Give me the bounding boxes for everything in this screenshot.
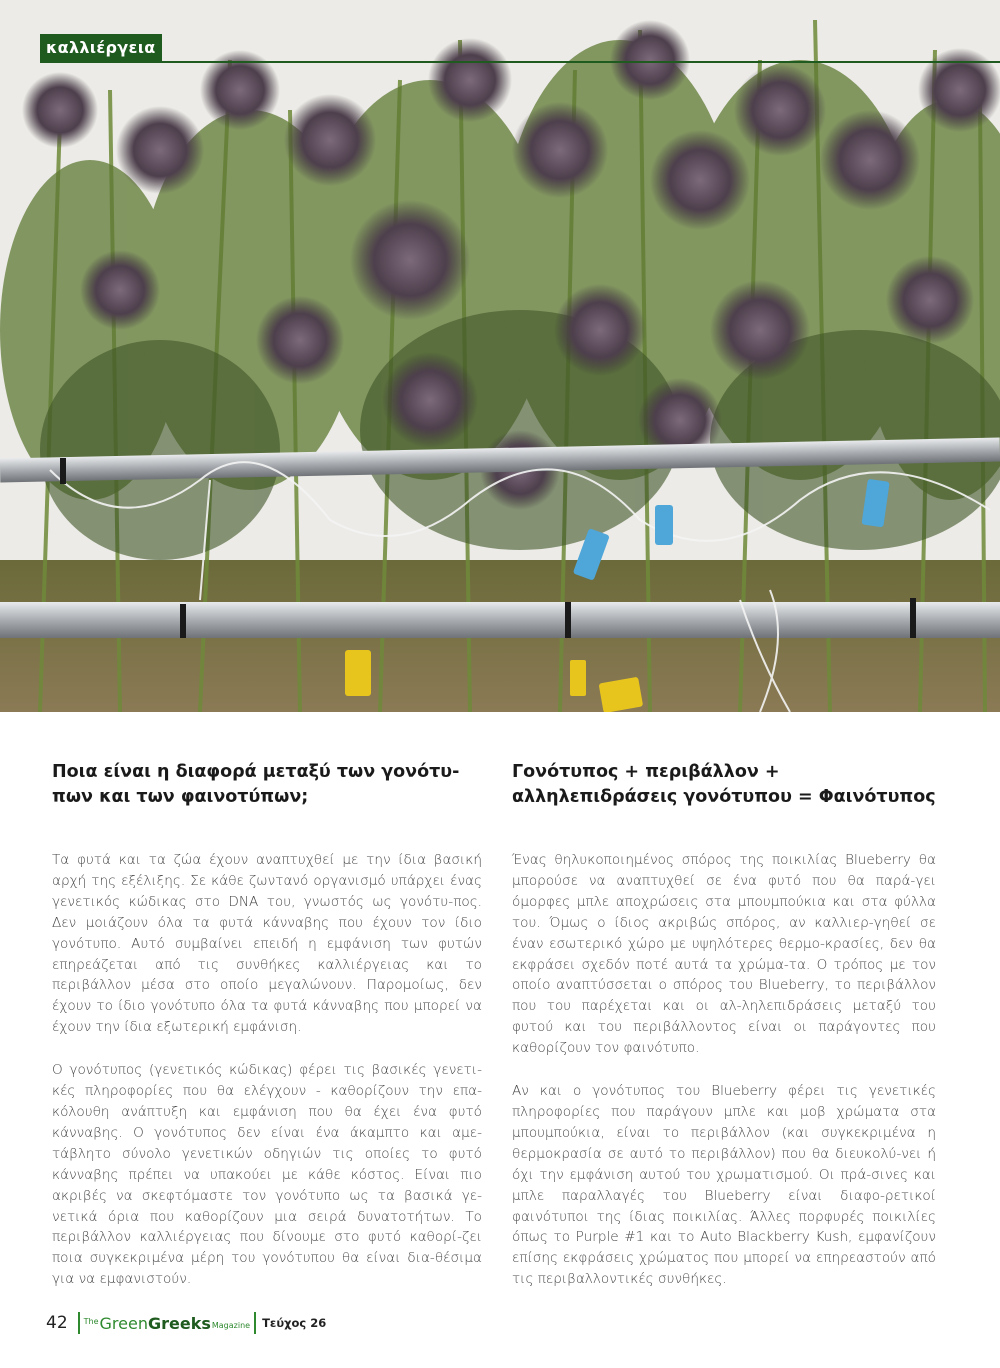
footer-divider xyxy=(78,1312,80,1334)
left-body xyxy=(52,850,482,1290)
right-paragraph-1: Ένας θηλυκοποιημένος σπόρος της ποικιλίας Blueberry θα μπορούσε να αναπτυχθεί σε ένα φυτό που θα παρά-γει όμορφες μπλε αποχρώσεις στα μπουμπούκια και στα φύλλα του. Όμως ο ίδιος ακριβώς σπόρος, αν καλλιερ-γηθεί σε έναν εσωτερικό χώρο με υψηλότερες θερμο-κρασίες, δεν θα εκφράσει σχεδόν ποτέ αυτά τα χρώμα-τα. Ο τρόπος με τον οποίο αναπτύσσεται ο σπόρος του Blueberry, το περιβάλλον που του παρέχεται και οι αλ-ληλεπιδράσεις μεταξύ του φυτού και του περιβάλλοντος είναι οι παράγοντες που καθορίζουν τον φαινότυπο. xyxy=(512,852,936,1057)
right-paragraph-2: Αν και ο γονότυπος του Blueberry φέρει τις γενετικές πληροφορίες που παράγουν μπλε και μοβ χρώματα στα μπουμπούκια, είναι το περιβάλλον (και συγκεκριμένα η θερμοκρασία σε αυτό το περιβάλλον) που θα διευκολύ-νει ή όχι την εμφάνιση αυτού του χρωματισμού. Οι πρά-σινες και μπλε παραλλαγές του Blueberry είναι διαφο-ρετικοί φαινότυποι της ίδιας ποικιλίας. Άλλες πορφυρές ποικιλίες όπως το Purple #1 και το Auto Blackberry Kush, εμφανίζουν επίσης εκφράσεις χρώματος που μπορεί να επηρεαστούν από τις περιβαλλοντικές συνθήκες. xyxy=(512,1083,936,1288)
magazine-logo-sub: Magazine xyxy=(211,1320,251,1330)
page-footer xyxy=(46,1310,326,1336)
section-divider xyxy=(40,61,1000,63)
left-paragraph-1: Τα φυτά και τα ζώα έχουν αναπτυχθεί με την ίδια βασική αρχή της εξέλιξης. Σε κάθε ζωντανό οργανισμό υπάρχει ένας γενετικός κώδικας στο DNA του, γνωστός ως γονότυ-πος. Δεν μοιάζουν όλα τα φυτά κάνναβης που έχουν τον ίδιο γονότυπο. Αυτό συμβαίνει επειδή η εμφάνιση των φυτών επηρεάζεται από τις συνθήκες καλλιέργειας και το περιβάλλον μέσα στο οποίο μεγαλώνουν. Παρομοίως, δεν έχουν το ίδιο γονότυπο όλα τα φυτά κάνναβης που μπορεί να έχουν την ίδια εξωτερική εμφάνιση. xyxy=(52,852,482,1036)
magazine-logo-green: Green xyxy=(99,1313,148,1333)
left-heading: Ποια είναι η διαφορά μεταξύ των γονότυ-πων και των φαινοτύπων; xyxy=(52,762,460,807)
right-body xyxy=(512,850,936,1290)
right-column xyxy=(512,760,936,1312)
page-number: 42 xyxy=(46,1313,68,1333)
magazine-logo xyxy=(84,1314,250,1333)
magazine-logo-greeks: Greeks xyxy=(147,1313,211,1333)
magazine-logo-the: The xyxy=(83,1316,99,1326)
section-tag: καλλιέργεια xyxy=(40,34,162,62)
left-column xyxy=(52,760,482,1312)
issue-number: Τεύχος 26 xyxy=(262,1316,327,1330)
footer-divider-2 xyxy=(254,1312,256,1334)
right-heading: Γονότυπος + περιβάλλον + αλληλεπιδράσεις γονότυπου = Φαινότυπος xyxy=(512,762,936,807)
left-paragraph-2: Ο γονότυπος (γενετικός κώδικας) φέρει τις βασικές γενετι-κές πληροφορίες που θα ελέγχουν - καθορίζουν την επα-κόλουθη ανάπτυξη και εμφάνιση που θα έχει ένα φυτό κάνναβης. Ο γονότυπος δεν είναι ένα άκαμπτο και αμε-τάβλητο σύνολο γενετικών οδηγιών τις οποίες το φυτό κάνναβης πρέπει να υπακούει με κάθε κόστος. Είναι πιο ακριβές να σκεφτόμαστε τον γονότυπο ως τα βασικά γε-νετικά όρια που καθορίζουν μια σειρά δυνατοτήτων. Το περιβάλλον καλλιέργειας που δίνουμε στο φυτό καθορί-ζει ποια συγκεκριμένα μέρη του γονότυπου θα είναι δια-θέσιμα για να εμφανιστούν. xyxy=(52,1062,482,1288)
